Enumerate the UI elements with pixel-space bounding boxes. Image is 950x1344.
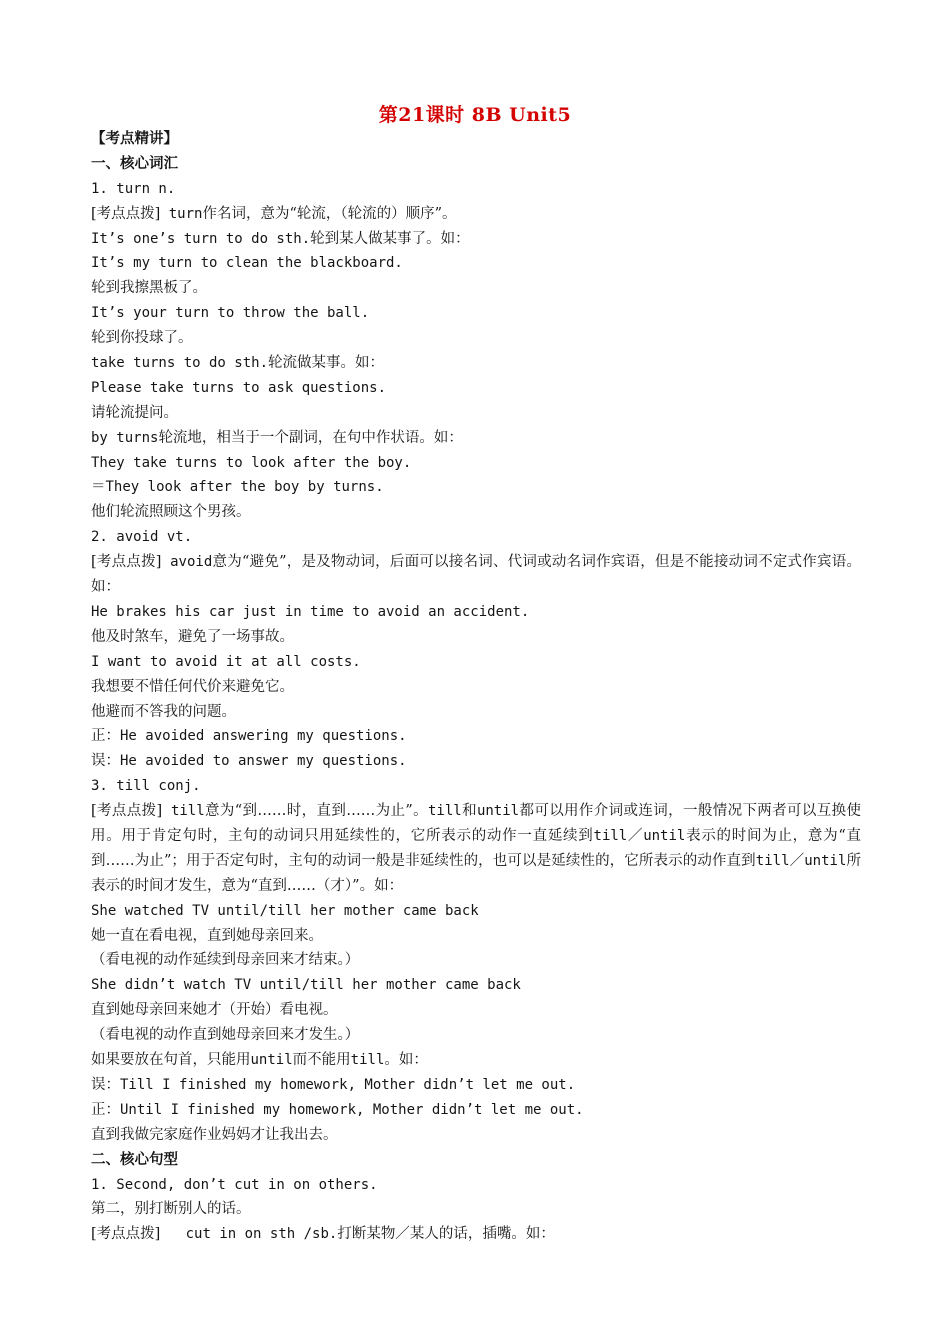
text-line: 2. avoid vt.: [91, 529, 193, 546]
text-line: 如果要放在句首，只能用until而不能用till。如：: [91, 1052, 428, 1069]
text-line: It’s one’s turn to do sth.轮到某人做某事了。如：: [91, 230, 470, 247]
text-line: [考点点拨] cut in on sth /sb.打断某物／某人的话，插嘴。如：: [91, 1226, 555, 1243]
section-heading: 【考点精讲】: [91, 130, 178, 147]
text-line: Please take turns to ask questions.: [91, 379, 387, 396]
text-line: 他及时煞车，避免了一场事故。: [91, 628, 294, 645]
text-line: 3. till conj.: [91, 778, 201, 795]
text-line: They take turns to look after the boy.: [91, 454, 412, 471]
text-line: 直到她母亲回来她才（开始）看电视。: [91, 1002, 338, 1019]
text-line: 正：He avoided answering my questions.: [91, 728, 407, 745]
text-line: 1. turn n.: [91, 180, 176, 197]
text-paragraph: [考点点拨] till意为“到……时，直到……为止”。till和until都可以用作介词或连词，一般情况下两者可以互换使用。用于肯定句时，主句的动词只用延续性的，它所表示的动作一直延续到till／until表示的时间为止，意为“直到……为止”；用于否定句时，主句的动词一般是非延续性的，也可以是延续性的，它所表示的动作直到till／until所表示的时间才发生，意为“直到……（才）”。如：: [91, 803, 862, 894]
text-line: 第二，别打断别人的话。: [91, 1201, 251, 1218]
text-line: 轮到你投球了。: [91, 330, 193, 347]
text-line: 他避而不答我的问题。: [91, 703, 236, 720]
text-line: 误：Till I finished my homework, Mother didn’t let me out.: [91, 1076, 576, 1093]
section-heading: 一、核心词汇: [91, 154, 178, 172]
text-line: 1. Second, don’t cut in on others.: [91, 1176, 378, 1193]
text-line: She didn’t watch TV until/till her mother came back: [91, 977, 521, 994]
text-line: 直到我做完家庭作业妈妈才让我出去。: [91, 1126, 338, 1143]
text-paragraph: [考点点拨] avoid意为“避免”，是及物动词，后面可以接名词、代词或动名词作宾语，但是不能接动词不定式作宾语。如：: [91, 554, 861, 596]
text-line: 请轮流提问。: [91, 404, 178, 421]
text-line: It’s my turn to clean the blackboard.: [91, 255, 403, 272]
text-line: take turns to do sth.轮流做某事。如：: [91, 355, 385, 372]
text-line: [考点点拨] turn作名词，意为“轮流，（轮流的）顺序”。: [91, 205, 457, 222]
text-line: （看电视的动作直到她母亲回来才发生。）: [91, 1027, 360, 1044]
text-line: by turns轮流地，相当于一个副词，在句中作状语。如：: [91, 429, 463, 446]
section-heading: 二、核心句型: [91, 1150, 178, 1168]
text-line: （看电视的动作延续到母亲回来才结束。）: [91, 952, 360, 969]
text-line: 正：Until I finished my homework, Mother didn’t let me out.: [91, 1101, 584, 1118]
text-line: 她一直在看电视，直到她母亲回来。: [91, 927, 323, 944]
text-line: 我想要不惜任何代价来避免它。: [91, 678, 294, 695]
text-line: ＝They look after the boy by turns.: [91, 479, 384, 496]
text-line: 误：He avoided to answer my questions.: [91, 753, 407, 770]
text-line: He brakes his car just in time to avoid an accident.: [91, 603, 530, 620]
text-line: 轮到我擦黑板了。: [91, 280, 207, 297]
page-title: 第21课时 8B Unit5: [378, 104, 572, 126]
text-line: 他们轮流照顾这个男孩。: [91, 504, 251, 521]
document-body: [91, 127, 861, 1247]
text-line: I want to avoid it at all costs.: [91, 653, 361, 670]
text-line: She watched TV until/till her mother came back: [91, 902, 479, 919]
text-line: It’s your turn to throw the ball.: [91, 305, 370, 322]
